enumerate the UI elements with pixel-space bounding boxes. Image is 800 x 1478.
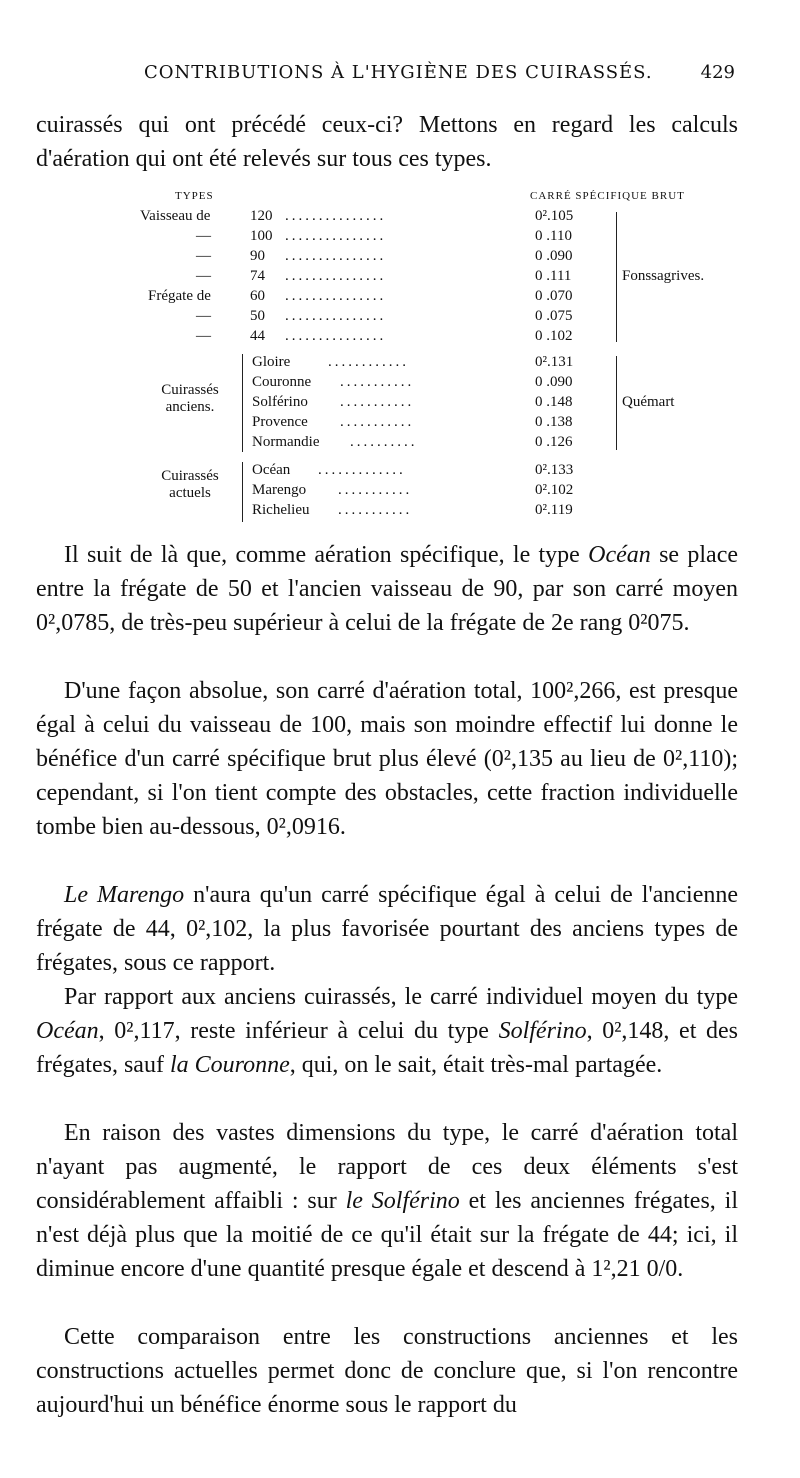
left-brace (242, 462, 243, 522)
paragraph: Le Marengo n'aura qu'un carré spécifique égal à celui de l'ancienne frégate de 44, 0²,102, la plus favorisée pourtant des anciens types de frégates, sous ce rapport. (36, 882, 739, 976)
left-brace (242, 354, 243, 452)
row-name: Couronne (252, 374, 312, 390)
row-value: 0 .148 (535, 394, 573, 410)
row-value: 0 .090 (535, 248, 573, 264)
row-name: 50 (250, 308, 265, 324)
row-label: Frégate de (148, 288, 211, 304)
attribution-quemart: Quémart (622, 394, 675, 410)
row-value: 0 .075 (535, 308, 573, 324)
running-header (140, 62, 735, 92)
row-value: 0 .138 (535, 414, 573, 430)
group-label-anciens: Cuirassés anciens. (161, 382, 219, 415)
row-name: Solférino (252, 394, 308, 410)
row-name: Marengo (252, 482, 307, 498)
row-value: 0 .110 (535, 228, 572, 244)
right-brace (610, 356, 617, 450)
row-name: 120 (250, 208, 273, 224)
row-name: 44 (250, 328, 265, 344)
intro-paragraph: cuirassés qui ont précédé ceux-ci? Mettons en regard les calculs d'aération qui ont été relevés sur tous ces types. (36, 112, 738, 172)
attribution-fonssagrives: Fonssagrives. (622, 268, 705, 284)
col-header-carre: CARRÉ SPÉCIFIQUE BRUT (530, 190, 685, 202)
paragraph: En raison des vastes dimensions du type, le carré d'aération total n'ayant pas augmenté, le rapport de ces deux éléments s'est considérablement affaibli : sur le Solférino et les anciennes frégates, il n'est déjà plus que la moitié de ce qu'il était sur la frégate de 44; ici, il diminue encore d'une quantité presque égale et descend à 1²,21 0/0. (36, 1120, 738, 1282)
right-brace (610, 212, 617, 342)
row-value: 0².119 (535, 502, 573, 518)
row-value: 0².102 (535, 482, 574, 498)
row-name: 74 (250, 268, 265, 284)
row-name: Normandie (252, 434, 320, 450)
row-name: Océan (252, 462, 291, 478)
row-name: Provence (252, 414, 308, 430)
paragraph: Cette comparaison entre les constructions anciennes et les constructions actuelles permet donc de conclure que, si l'on rencontre aujourd'hui un bénéfice énorme sous le rapport du (36, 1324, 738, 1418)
group-label-actuels: Cuirassés actuels (161, 468, 219, 501)
row-name: Gloire (252, 354, 291, 370)
row-name: 60 (250, 288, 265, 304)
row-value: 0 .126 (535, 434, 573, 450)
row-label: — (196, 328, 211, 344)
row-value: 0 .090 (535, 374, 573, 390)
paragraph: D'une façon absolue, son carré d'aération total, 100²,266, est presque égal à celui du vaisseau de 100, mais son moindre effectif lui donne le bénéfice d'un carré spécifique brut plus élevé (0²,135 au lieu de 0²,110); cependant, si l'on tient compte des obstacles, cette fraction individuelle tombe bien au-dessous, 0²,0916. (36, 678, 738, 840)
row-value: 0 .102 (535, 328, 573, 344)
row-label: — (196, 228, 211, 244)
row-label: — (196, 248, 211, 264)
paragraph: Il suit de là que, comme aération spécifique, le type Océan se place entre la frégate de 50 et l'ancien vaisseau de 90, par son carré moyen 0²,0785, de très-peu supérieur à celui de la frégate de 2e rang 0²075. (36, 542, 738, 636)
row-value: 0 .111 (535, 268, 572, 284)
row-value: 0 .070 (535, 288, 573, 304)
row-label: Vaisseau de (140, 208, 211, 224)
row-value: 0².105 (535, 208, 574, 224)
paragraph: Par rapport aux anciens cuirassés, le carré individuel moyen du type Océan, 0²,117, reste inférieur à celui du type Solférino, 0²,148, et des frégates, sauf la Couronne, qui, on le sait, était très-mal partagée. (36, 984, 738, 1078)
page-number: 429 (700, 62, 735, 83)
row-value: 0².131 (535, 354, 574, 370)
row-name: 90 (250, 248, 265, 264)
row-label: — (196, 308, 211, 324)
row-label: — (196, 268, 211, 284)
col-header-types: TYPES (175, 190, 214, 202)
row-name: 100 (250, 228, 273, 244)
row-value: 0².133 (535, 462, 574, 478)
running-title: CONTRIBUTIONS À L'HYGIÈNE DES CUIRASSÉS. (144, 62, 653, 83)
aeration-table: TYPES CARRÉ SPÉCIFIQUE BRUT Vaisseau de 120 ............... 0².105 — 100 ............... 0 .110 — 90 ............... 0 .090 — 74 ............... 0 .111 Frégate de 60 ............... 0 .070 — 50 ............... 0 .075 — 44 ............... 0 .102 Fonssagrives. Cuirassés anciens. Gloire ............ 0².131 Couronne ........... 0 .090 Solférino ........... 0 .148 Provence ........... 0 .138 Normandie .......... 0 .126 Quémart Cuirassés actuels Océan ............. 0².133 Marengo ........... 0².102 Richelieu ........... 0².119 (140, 190, 740, 530)
row-name: Richelieu (252, 502, 310, 518)
